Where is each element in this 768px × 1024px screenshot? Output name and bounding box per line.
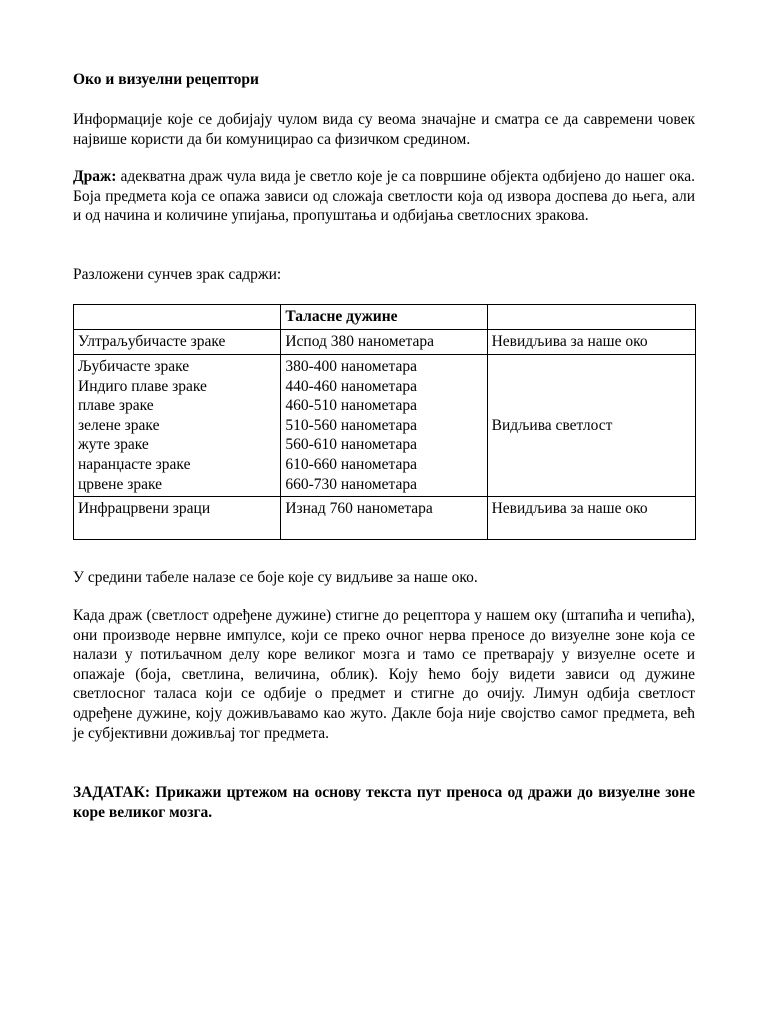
visible-range: 610-660 нанометара	[285, 455, 417, 473]
visible-range: 460-510 нанометара	[285, 397, 417, 415]
uv-note: Невидљива за наше око	[487, 330, 695, 355]
uv-name: Ултраљубичасте зраке	[74, 330, 281, 355]
visible-name: црвене зраке	[78, 475, 162, 493]
header-cell-empty-left	[74, 305, 281, 330]
visible-name: плаве зраке	[78, 397, 154, 415]
intro-paragraph: Информације које се добијају чулом вида су веома значајне и сматра се да савремени човек највише користи да би комуницирао са физичком средином.	[73, 111, 695, 148]
ir-note: Невидљива за наше око	[487, 497, 695, 540]
middle-note: У средини табеле налазе се боје које су видљиве за наше око.	[73, 569, 478, 586]
visible-range: 510-560 нанометара	[285, 416, 417, 434]
ir-range: Изнад 760 нанометара	[281, 497, 487, 540]
header-cell-empty-right	[487, 305, 695, 330]
task-paragraph: ЗАДАТАК: Прикажи цртежом на основу текста пут преноса од дражи до визуелне зоне коре великог мозга.	[73, 784, 695, 821]
uv-range: Испод 380 нанометара	[281, 330, 487, 355]
spectrum-table	[73, 304, 696, 540]
visible-name: жуте зраке	[78, 436, 149, 454]
visible-name: Индиго плаве зраке	[78, 377, 207, 395]
visible-range: 380-400 нанометара	[285, 358, 417, 375]
table-row-ir	[74, 497, 696, 540]
visible-name: Љубичасте зраке	[78, 358, 190, 375]
visible-range: 440-460 нанометара	[285, 377, 417, 395]
page-title: Око и визуелни рецептори	[73, 71, 259, 88]
table-row-uv	[74, 330, 696, 355]
visible-name: наранџасте зраке	[78, 455, 191, 473]
stimulus-text: адекватна драж чула вида је светло које је са површине објекта одбијено до нашег ока. Боја предмета која се опажа зависи од сложаја светлости која од извора доспева до њега, али и од начина и количине упијања, пропуштања и одбијања светлосних зракова.	[73, 168, 695, 225]
ir-name: Инфрацрвени зраци	[74, 497, 281, 540]
visible-range: 560-610 нанометара	[285, 436, 417, 454]
visible-ranges-cell	[281, 355, 487, 497]
visible-name: зелене зраке	[78, 416, 160, 434]
stimulus-label: Драж:	[73, 168, 117, 185]
visible-names-cell	[74, 355, 281, 497]
spectrum-intro: Разложени сунчев зрак садржи:	[73, 266, 282, 283]
header-cell-wavelengths: Таласне дужине	[281, 305, 487, 330]
process-paragraph: Када драж (светлост одређене дужине) стигне до рецептора у нашем оку (штапића и чепића), они производе нервне импулсе, који се преко очног нерва преносе до визуелне зоне која се налази у потиљачном делу коре великог мозга и тамо се претварају у визуелне осете и опажаје (боја, светлина, величина, облик). Коју ћемо боју видети зависи од дужине светлосног таласа који се одбије о предмет и стигне до очију. Лимун одбија светлост одређене дужине, коју доживљавамо као жуто. Дакле боја није својство самог предмета, већ је субјективни доживљај тог предмета.	[73, 607, 695, 742]
table-header-row	[74, 305, 696, 330]
stimulus-paragraph	[73, 167, 695, 226]
visible-note: Видљива светлост	[487, 355, 695, 497]
table-row-visible	[74, 355, 696, 497]
visible-range: 660-730 нанометара	[285, 475, 417, 493]
